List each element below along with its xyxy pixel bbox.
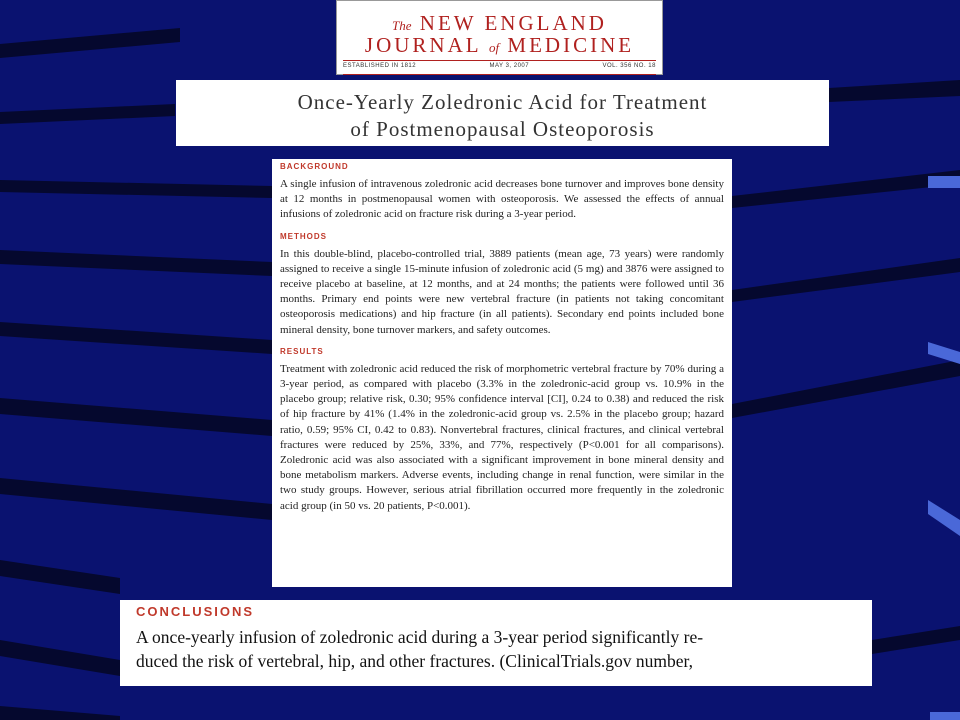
conclusions-heading: CONCLUSIONS xyxy=(136,604,255,619)
article-title-box xyxy=(176,80,829,146)
conclusions-line1: A once-yearly infusion of zoledronic acid during a 3-year period significantly re- xyxy=(136,627,704,647)
background-heading: BACKGROUND xyxy=(280,162,349,171)
journal-new-england: NEW ENGLAND xyxy=(419,11,607,35)
masthead-rule-bottom xyxy=(343,74,656,75)
abstract-panel xyxy=(272,159,732,587)
results-text: Treatment with zoledronic acid reduced the risk of morphometric vertebral fracture by 70% during a 3-year period, as compared with placebo (3.3% in the zoledronic-acid group vs. 10.9% in the placebo group; relative risk, 0.30; 95% confidence interval [CI], 0.24 to 0.38) and reduced the risk of hip fracture by 41% (1.4% in the zoledronic-acid group vs. 2.5% in the placebo group; hazard ratio, 0.59; 95% CI, 0.42 to 0.83). Nonvertebral fractures, clinical fractures, and clinical vertebral fractures were reduced by 25%, 33%, and 77%, respectively (P<0.001 for all comparisons). Zoledronic acid was also associated with a significant improvement in bone mineral density and bone metabolism markers. Adverse events, including change in renal function, were similar in the two study groups. However, serious atrial fibrillation occurred more frequently in the zoledronic acid group (in 50 vs. 20 patients, P<0.001). xyxy=(280,362,724,512)
journal-volume: VOL. 356 NO. 18 xyxy=(602,63,656,69)
results-heading: RESULTS xyxy=(280,346,324,356)
conclusions-line2: duced the risk of vertebral, hip, and other fractures. (ClinicalTrials.gov number, xyxy=(136,651,694,671)
journal-established: ESTABLISHED IN 1812 xyxy=(343,63,417,69)
journal-the: The xyxy=(392,18,412,33)
journal-name-line2 xyxy=(337,33,662,58)
conclusions-panel xyxy=(120,600,872,686)
journal-masthead xyxy=(336,0,663,75)
methods-text: In this double-blind, placebo-controlled trial, 3889 patients (mean age, 73 years) were randomly assigned to receive a single 15-minute infusion of zoledronic acid (5 mg) and 3876 were assigned to receive placebo at baseline, at 12 months, and at 24 months; the patients were followed until 36 months. Primary end points were new vertebral fracture (in patients not taking concomitant osteoporosis medications) and hip fracture (in all patients). Secondary end points included bone mineral density, bone turnover markers, and safety outcomes. xyxy=(280,247,724,336)
masthead-info xyxy=(343,63,656,73)
journal-journal: JOURNAL xyxy=(364,33,481,57)
background-text: A single infusion of intravenous zoledronic acid decreases bone turnover and improves bone density at 12 months in postmenopausal women with osteoporosis. We assessed the effects of annual infusions of zoledronic acid on fracture risk during a 3-year period. xyxy=(280,178,724,221)
article-title-line2: of Postmenopausal Osteoporosis xyxy=(350,117,655,141)
article-title-line1: Once-Yearly Zoledronic Acid for Treatment xyxy=(297,90,708,114)
masthead-rule xyxy=(343,60,656,61)
journal-of: of xyxy=(489,40,500,55)
methods-heading: METHODS xyxy=(280,231,327,241)
journal-date: MAY 3, 2007 xyxy=(489,63,530,69)
journal-medicine: MEDICINE xyxy=(507,33,635,57)
